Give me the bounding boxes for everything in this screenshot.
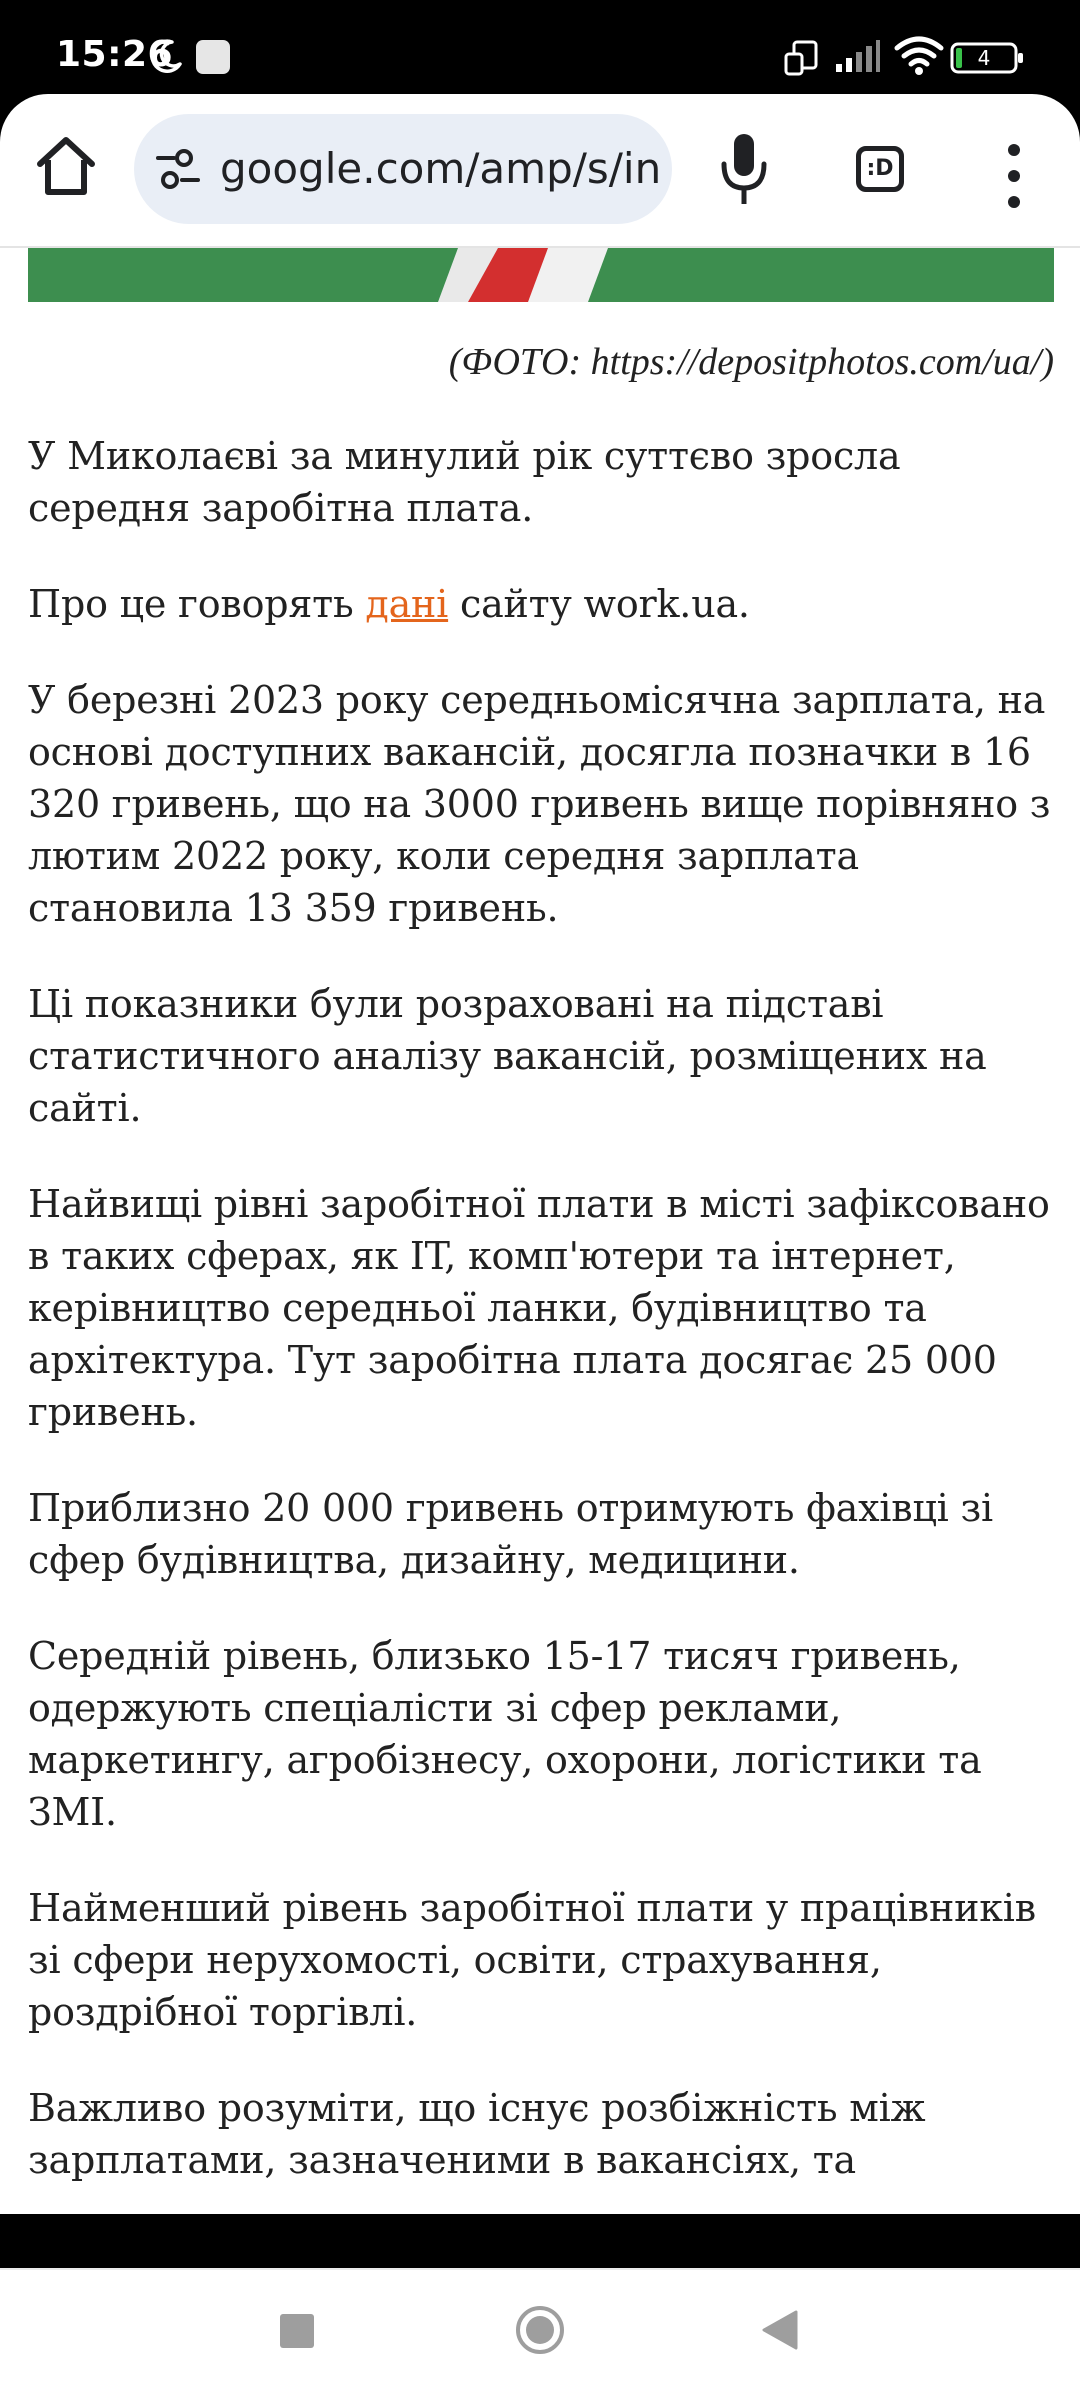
home-icon[interactable] <box>30 130 102 202</box>
system-nav-bar <box>0 2268 1080 2402</box>
url-text: google.com/amp/s/in <box>220 144 662 193</box>
recents-icon[interactable] <box>280 2314 314 2348</box>
back-icon[interactable] <box>760 2308 800 2352</box>
web-page-content[interactable] <box>0 246 1080 2214</box>
article-paragraph: Важливо розуміти, що існує розбіжність між зарплатами, зазначеними в вакансіях, та <box>28 2086 926 2182</box>
more-vert-icon[interactable] <box>986 134 1042 218</box>
article-paragraph: Найменший рівень заробітної плати у працівників зі сфери нерухомості, освіти, страхування, роздрібної торгівлі. <box>28 1886 1036 2034</box>
article-hero-image <box>28 248 1054 302</box>
moon-icon <box>146 36 186 76</box>
paragraph-text: Про це говорять <box>28 582 366 626</box>
browser-toolbar <box>0 94 1080 246</box>
article-paragraph: Середній рівень, близько 15-17 тисяч гривень, одержують спеціалісти зі сфер реклами, маркетингу, агробізнесу, охорони, логістики та ЗМІ. <box>28 1634 982 1834</box>
article-paragraph: У Миколаєві за минулий рік суттєво зросла середня заробітна плата. <box>28 434 901 530</box>
url-bar[interactable] <box>134 114 672 224</box>
hero-image-graphic <box>28 248 1054 302</box>
signal-icon <box>834 38 880 74</box>
battery-level: 4 <box>977 46 991 70</box>
source-link[interactable]: дані <box>365 582 449 626</box>
wifi-icon <box>894 34 944 76</box>
article-paragraph: У березні 2023 року середньомісячна зарплата, на основі доступних вакансій, досягла позначки в 16 320 гривень, що на 3000 гривень вище порівняно з лютим 2022 року, коли середня зарплата становила 13 359 гривень. <box>28 678 1051 930</box>
article-paragraph-source <box>28 578 1058 630</box>
photo-caption: (ФОТО: https://depositphotos.com/ua/) <box>448 341 1054 383</box>
article-paragraph: Ці показники були розраховані на підставі статистичного аналізу вакансій, розміщених на сайті. <box>28 982 987 1130</box>
notification-square-icon <box>196 40 230 74</box>
paragraph-text: сайту work.ua. <box>448 582 750 626</box>
tabs-icon[interactable]: :D <box>856 146 904 192</box>
article-paragraph: Найвищі рівні заробітної плати в місті зафіксовано в таких сферах, як IT, комп'ютери та інтернет, керівництво середньої ланки, будівництво та архітектура. Тут заробітна плата досягає 25 000 гривень. <box>28 1182 1050 1434</box>
status-time: 15:26 <box>56 34 174 75</box>
article-body <box>28 430 1058 2214</box>
mic-icon[interactable] <box>712 124 776 214</box>
rotate-icon <box>782 38 822 78</box>
article-paragraph: Приблизно 20 000 гривень отримують фахівці зі сфер будівництва, дизайну, медицини. <box>28 1486 993 1582</box>
site-settings-icon[interactable] <box>154 146 202 192</box>
home-nav-icon[interactable] <box>514 2304 566 2356</box>
